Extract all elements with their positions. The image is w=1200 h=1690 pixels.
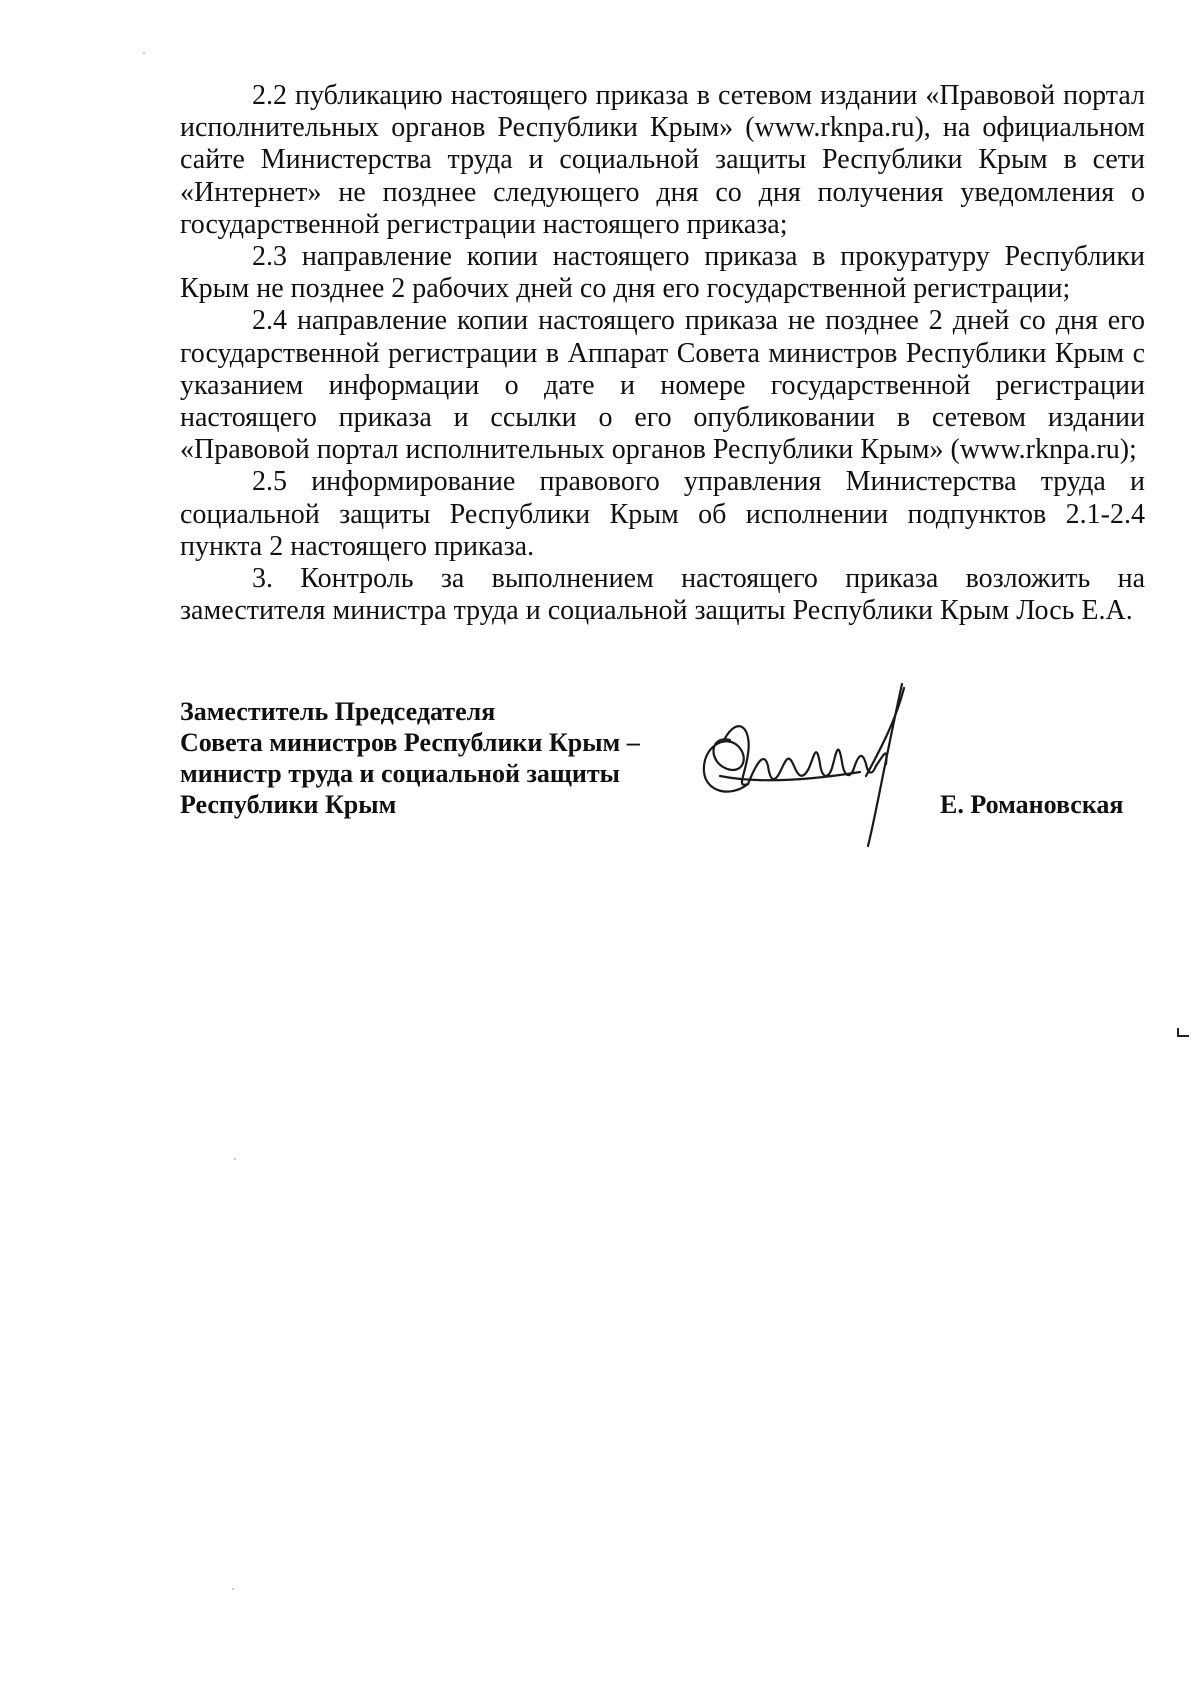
signatory-title-line: Заместитель Председателя — [180, 697, 496, 726]
paragraph-2-5: 2.5 информирование правового управления Министерства труда и социальной защиты Республики Крым об исполнении подпунктов 2.1-2.4 пункта 2 настоящего приказа. — [180, 466, 1145, 562]
signatory-title-line: министр труда и социальной защиты — [180, 759, 620, 788]
document-body — [180, 80, 1145, 627]
paragraph-2-3: 2.3 направление копии настоящего приказа в прокуратуру Республики Крым не позднее 2 рабочих дней со дня его государственной регистрации; — [180, 241, 1145, 305]
signer-name: Е. Романовская — [940, 790, 1124, 819]
scan-artifact-dot — [234, 1158, 236, 1160]
scan-artifact-dot — [143, 52, 145, 54]
handwritten-signature-icon — [690, 680, 940, 850]
paragraph-2-4: 2.4 направление копии настоящего приказа не позднее 2 дней со дня его государственной регистрации в Аппарат Совета министров Республики Крым с указанием информации о дате и номере государственной регистрации настоящего приказа и ссылки о его опубликовании в сетевом издании «Правовой портал исполнительных органов Республики Крым» (www.rknpa.ru); — [180, 305, 1145, 466]
scan-mark-icon — [1176, 1024, 1190, 1042]
paragraph-2-2: 2.2 публикацию настоящего приказа в сетевом издании «Правовой портал исполнительных органов Республики Крым» (www.rknpa.ru), на официальном сайте Министерства труда и социальной защиты Республики Крым в сети «Интернет» не позднее следующего дня со дня получения уведомления о государственной регистрации настоящего приказа; — [180, 80, 1145, 240]
signatory-title-line: Республики Крым — [180, 790, 397, 819]
paragraph-3: 3. Контроль за выполнением настоящего приказа возложить на заместителя министра труда и социальной защиты Республики Крым Лось Е.А. — [180, 563, 1145, 627]
signatory-title — [180, 696, 680, 820]
scan-artifact-dot — [232, 1588, 234, 1590]
signatory-title-line: Совета министров Республики Крым – — [180, 728, 640, 757]
